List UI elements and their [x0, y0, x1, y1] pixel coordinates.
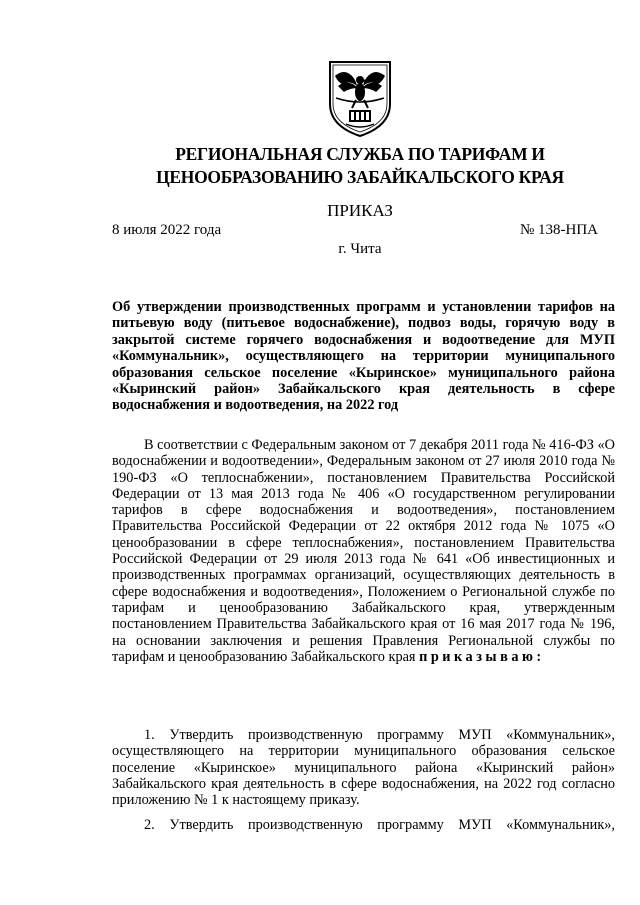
preamble-text: В соответствии с Федеральным законом от 7 декабря 2011 года № 416-ФЗ «О водоснабжении и водоотведении», Федеральным законом от 27 июля 2010 года № 190-ФЗ «О теплоснабжении», постановлением Правительства Российской Федерации от 13 мая 2013 года № 406 «О государственном регулировании тарифов в сфере водоснабжения и водоотведения», постановлением Правительства Российской Федерации от 22 октября 2012 года № 1075 «О ценообразовании в сфере теплоснабжения», постановлением Правительства Российской Федерации от 29 июля 2013 года № 641 «Об инвестиционных и производственных программах организаций, осуществляющих деятельность в сфере водоснабжения и водоотведения», Положением о Региональной службе по тарифам и ценообразованию Забайкальского края, утвержденным постановлением Правительства Забайкальского края от 16 мая 2017 года № 196, на основании заключения и решения Правления Региональной службы по тарифам и ценообразованию Забайкальского края	[112, 437, 615, 665]
order-item-2: 2. Утвердить производственную программу МУП «Коммунальник»,	[144, 817, 615, 833]
document-city: г. Чита	[338, 241, 382, 257]
organization-name	[100, 143, 620, 189]
document-date: 8 июля 2022 года	[112, 222, 222, 238]
document-title: Об утверждении производственных программ и установлении тарифов на питьевую воду (питьевое водоснабжение), подвоз воды, горячую воду в закрытой системе горячего водоснабжения и водоотведение для МУП «Коммунальник», осуществляющего на территории муниципального образования сельское поселение «Кыринское» муниципального района «Кыринский район» Забайкальского края деятельность в сфере водоснабжения и водоотведения, на 2022 год	[112, 299, 615, 414]
organization-name-line-1: РЕГИОНАЛЬНАЯ СЛУЖБА ПО ТАРИФАМ И	[175, 144, 545, 164]
order-item-1: 1. Утвердить производственную программу МУП «Коммунальник», осуществляющего на территории муниципального образования сельское поселение «Кыринское» муниципального района «Кыринский район» Забайкальского края деятельность в сфере водоснабжения, на 2022 год согласно приложению № 1 к настоящему приказу.	[112, 727, 615, 809]
order-word: приказываю:	[419, 648, 545, 665]
organization-name-line-2: ЦЕНООБРАЗОВАНИЮ ЗАБАЙКАЛЬСКОГО КРАЯ	[156, 167, 564, 187]
coat-of-arms-icon	[326, 58, 394, 138]
document-type: ПРИКАЗ	[327, 201, 393, 220]
preamble-paragraph	[112, 437, 615, 665]
document-number: № 138-НПА	[519, 222, 598, 238]
